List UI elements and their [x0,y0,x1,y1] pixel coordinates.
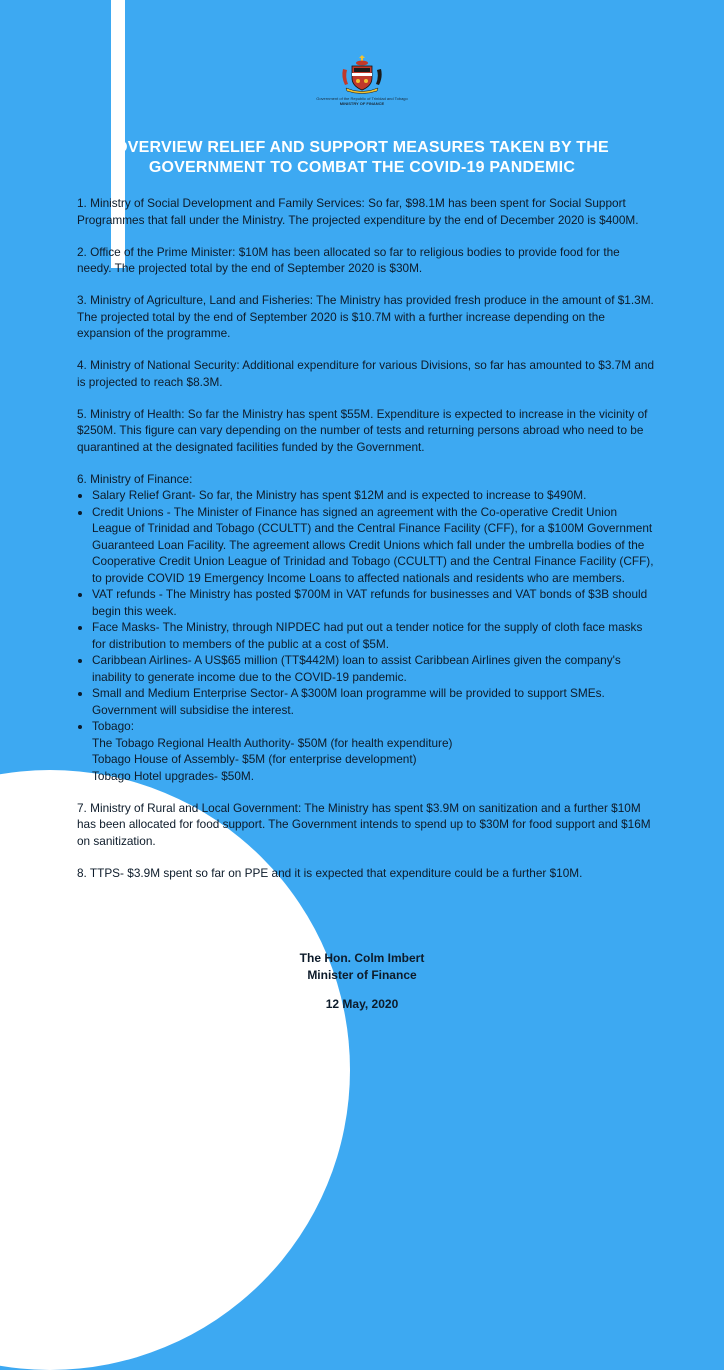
finance-bullet-list [77,487,655,784]
signature-name: The Hon. Colm Imbert [299,951,425,965]
item-4: 4. Ministry of National Security: Additional expenditure for various Divisions, so far has amounted to $3.7M and is projected to reach $8.3M. [77,358,655,389]
item-2: 2. Office of the Prime Minister: $10M has been allocated so far to religious bodies to provide food for the needy. The projected total by the end of September 2020 is $30M. [77,244,620,275]
finance-bullet-credit-unions: • Credit Unions - The Minister of Finance has signed an agreement with the Co-operative Credit Union League of Trinidad and Tobago (CCULTT) and the Central Finance Facility (CFF), for a $100M Government Guaranteed Loan Facility. The agreement allows Credit Unions which fall under the umbrella bodies of the Cooperative Credit Union League of Trinidad and Tobago (CCULTT) and the Central Finance Facility (CFF), to provide COVID 19 Emergency Income Loans to affected nationals and residents who are members. [92,504,655,587]
item-3: 3. Ministry of Agriculture, Land and Fisheries: The Ministry has provided fresh produce in the amount of $1.3M. The projected total by the end of September 2020 is $10.7M with a further increase depending on the expansion of the programme. [77,293,654,340]
tobago-line-2: Tobago House of Assembly- $5M (for enterprise development) [92,752,417,766]
page-title: OVERVIEW RELIEF AND SUPPORT MEASURES TAKEN BY THE GOVERNMENT TO COMBAT THE COVID-19 PANDEMIC [115,139,609,176]
tobago-line-1: The Tobago Regional Health Authority- $50M (for health expenditure) [92,735,453,750]
finance-bullet-caribbean-airlines: • Caribbean Airlines- A US$65 million (TT$442M) loan to assist Caribbean Airlines given the company's inability to generate income due to the COVID-19 pandemic. [92,652,655,685]
tobago-label: Tobago: [92,719,134,733]
item-8: 8. TTPS- $3.9M spent so far on PPE and it is expected that expenditure could be a further $10M. [77,865,583,880]
tobago-line-3: Tobago Hotel upgrades- $50M. [92,768,254,783]
item-5: 5. Ministry of Health: So far the Ministry has spent $55M. Expenditure is expected to increase in the vicinity of $250M. This figure can vary depending on the number of tests and returning persons abroad who need to be quarantined at the designated facilities funded by the Government. [77,406,648,454]
finance-heading: 6. Ministry of Finance: [77,471,193,486]
header-logo [0,55,724,110]
signature-role: Minister of Finance [307,968,417,982]
header-government-line: Government of the Republic of Trinidad and Tobago [316,96,408,101]
header-ministry-line: MINISTRY OF FINANCE [339,101,385,106]
coat-of-arms-icon [339,55,385,95]
document-body [77,195,655,897]
signature-date: 12 May, 2020 [325,997,399,1011]
finance-bullet-sme: • Small and Medium Enterprise Sector- A $300M loan programme will be provided to support SMEs. Government will subsidise the interest. [92,685,655,718]
finance-bullet-vat: • VAT refunds - The Ministry has posted $700M in VAT refunds for businesses and VAT bonds of $3B should begin this week. [92,586,655,619]
finance-bullet-tobago [92,718,655,784]
finance-bullet-face-masks: • Face Masks- The Ministry, through NIPDEC had put out a tender notice for the supply of cloth face masks for distribution to members of the public at a cost of $5M. [92,619,655,652]
finance-bullet-salary: • Salary Relief Grant- So far, the Ministry has spent $12M and is expected to increase to $490M. [92,487,655,504]
item-1: 1. Ministry of Social Development and Family Services: So far, $98.1M has been spent for Social Support Programmes that fall under the Ministry. The projected expenditure by the end of December 2020 is $400M. [77,196,639,227]
item-7: 7. Ministry of Rural and Local Government: The Ministry has spent $3.9M on sanitization and a further $10M has been allocated for food support. The Government intends to spend up to $30M for food support and $16M on sanitization. [77,800,651,848]
